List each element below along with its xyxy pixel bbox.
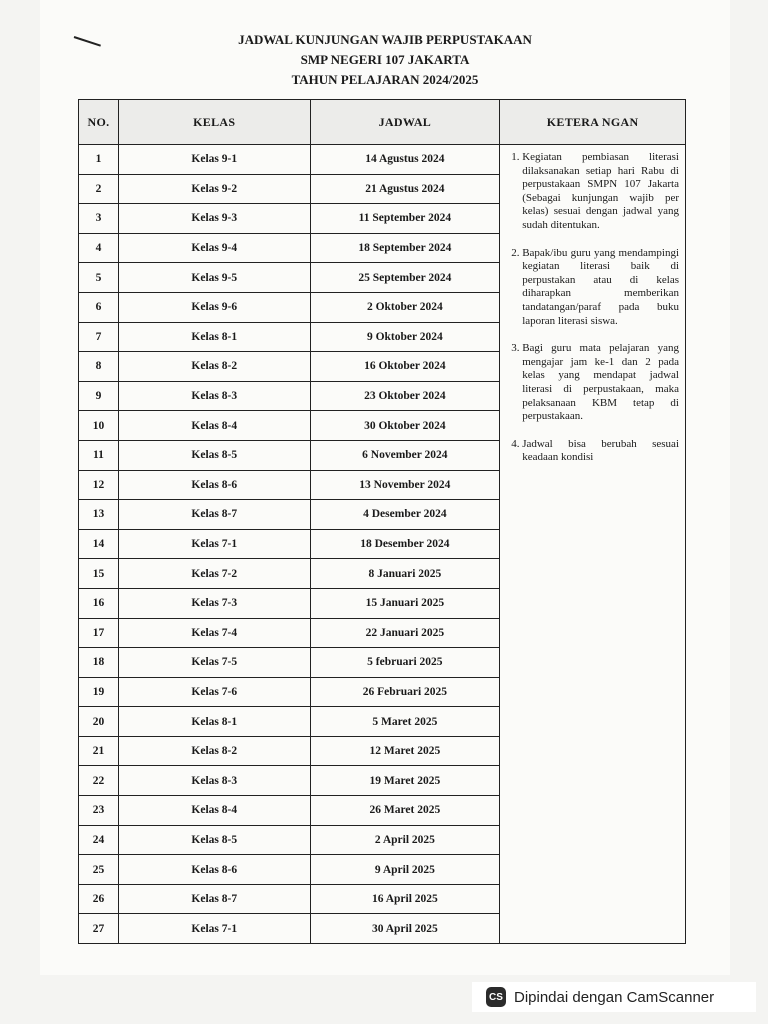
cell-no: 22 [79,766,119,796]
table-row [79,145,686,175]
note-item: 4. Jadwal bisa berubah sesuai keadaan kondisi [522,438,679,465]
cell-jadwal: 23 Oktober 2024 [310,381,500,411]
cell-kelas: Kelas 7-5 [118,648,310,678]
cell-jadwal: 16 April 2025 [310,884,500,914]
cell-no: 16 [79,588,119,618]
cell-no: 15 [79,559,119,589]
header-jadwal: JADWAL [310,100,500,145]
cell-jadwal: 26 Maret 2025 [310,796,500,826]
cell-no: 1 [79,145,119,175]
cell-kelas: Kelas 8-2 [118,352,310,382]
cell-no: 6 [79,292,119,322]
note-item: 3. Bagi guru mata pelajaran yang mengajar jam ke-1 dan 2 pada kelas yang mendapat jadwal literasi di perpustakaan, maka pelaksanaan KBM tetap di perpustakaan. [522,342,679,424]
cell-jadwal: 16 Oktober 2024 [310,352,500,382]
cell-no: 7 [79,322,119,352]
cell-no: 23 [79,796,119,826]
cell-kelas: Kelas 8-4 [118,796,310,826]
cell-jadwal: 8 Januari 2025 [310,559,500,589]
cell-jadwal: 5 Maret 2025 [310,707,500,737]
cell-kelas: Kelas 7-6 [118,677,310,707]
cell-no: 2 [79,174,119,204]
cell-kelas: Kelas 8-7 [118,884,310,914]
cell-jadwal: 15 Januari 2025 [310,588,500,618]
header-keterangan: KETERA NGAN [500,100,686,145]
cell-jadwal: 5 februari 2025 [310,648,500,678]
cell-no: 17 [79,618,119,648]
cell-jadwal: 6 November 2024 [310,440,500,470]
note-item: 2. Bapak/ibu guru yang mendampingi kegiatan literasi baik di perpustakan atau di kelas diharapkan memberikan tandatangan/paraf pada buku laporan literasi siswa. [522,247,679,329]
cell-kelas: Kelas 7-3 [118,588,310,618]
cell-kelas: Kelas 8-6 [118,470,310,500]
cell-jadwal: 11 September 2024 [310,204,500,234]
camscanner-icon: CS [486,987,506,1007]
cell-jadwal: 21 Agustus 2024 [310,174,500,204]
cell-kelas: Kelas 8-5 [118,440,310,470]
cell-no: 12 [79,470,119,500]
cell-jadwal: 4 Desember 2024 [310,500,500,530]
cell-kelas: Kelas 8-3 [118,381,310,411]
cell-no: 3 [79,204,119,234]
cell-kelas: Kelas 8-1 [118,707,310,737]
cell-kelas: Kelas 9-4 [118,233,310,263]
cell-kelas: Kelas 8-7 [118,500,310,530]
header-no: NO. [79,100,119,145]
cell-kelas: Kelas 7-4 [118,618,310,648]
title-line-3: TAHUN PELAJARAN 2024/2025 [291,72,479,87]
cell-kelas: Kelas 7-1 [118,529,310,559]
cell-jadwal: 9 April 2025 [310,855,500,885]
cell-kelas: Kelas 9-6 [118,292,310,322]
cell-no: 19 [79,677,119,707]
title-line-2: SMP NEGERI 107 JAKARTA [300,52,470,67]
cell-jadwal: 9 Oktober 2024 [310,322,500,352]
header-kelas: KELAS [118,100,310,145]
cell-kelas: Kelas 8-6 [118,855,310,885]
cell-jadwal: 30 Oktober 2024 [310,411,500,441]
cell-kelas: Kelas 8-3 [118,766,310,796]
cell-no: 11 [79,440,119,470]
cell-no: 10 [79,411,119,441]
cell-kelas: Kelas 9-5 [118,263,310,293]
cell-jadwal: 18 September 2024 [310,233,500,263]
cell-no: 24 [79,825,119,855]
cell-no: 8 [79,352,119,382]
cell-jadwal: 19 Maret 2025 [310,766,500,796]
cell-jadwal: 18 Desember 2024 [310,529,500,559]
cell-no: 14 [79,529,119,559]
cell-kelas: Kelas 9-1 [118,145,310,175]
cell-no: 5 [79,263,119,293]
cell-kelas: Kelas 9-3 [118,204,310,234]
cell-jadwal: 2 April 2025 [310,825,500,855]
cell-kelas: Kelas 7-2 [118,559,310,589]
cell-jadwal: 26 Februari 2025 [310,677,500,707]
cell-jadwal: 25 September 2024 [310,263,500,293]
cell-keterangan [500,145,686,944]
cell-no: 21 [79,736,119,766]
cell-kelas: Kelas 8-1 [118,322,310,352]
cell-no: 18 [79,648,119,678]
cell-jadwal: 14 Agustus 2024 [310,145,500,175]
cell-no: 20 [79,707,119,737]
cell-kelas: Kelas 9-2 [118,174,310,204]
cell-no: 27 [79,914,119,944]
cell-no: 26 [79,884,119,914]
cell-no: 4 [79,233,119,263]
cell-kelas: Kelas 7-1 [118,914,310,944]
cell-jadwal: 22 Januari 2025 [310,618,500,648]
cell-no: 25 [79,855,119,885]
camscanner-text: Dipindai dengan CamScanner [514,988,715,1006]
cell-no: 13 [79,500,119,530]
cell-kelas: Kelas 8-4 [118,411,310,441]
note-item: 1. Kegiatan pembiasan literasi dilaksanakan setiap hari Rabu di perpustakaan SMPN 107 Jakarta (Sebagai kunjungan wajib per kelas) sesuai dengan jadwal yang sudah ditentukan. [522,151,679,233]
document-header [0,30,768,90]
header-row [79,100,686,145]
cell-jadwal: 12 Maret 2025 [310,736,500,766]
title-line-1: JADWAL KUNJUNGAN WAJIB PERPUSTAKAAN [238,32,532,47]
notes-list [506,151,679,465]
camscanner-watermark [472,982,756,1012]
cell-jadwal: 13 November 2024 [310,470,500,500]
cell-kelas: Kelas 8-2 [118,736,310,766]
cell-jadwal: 2 Oktober 2024 [310,292,500,322]
cell-jadwal: 30 April 2025 [310,914,500,944]
cell-kelas: Kelas 8-5 [118,825,310,855]
cell-no: 9 [79,381,119,411]
schedule-table [78,99,686,944]
